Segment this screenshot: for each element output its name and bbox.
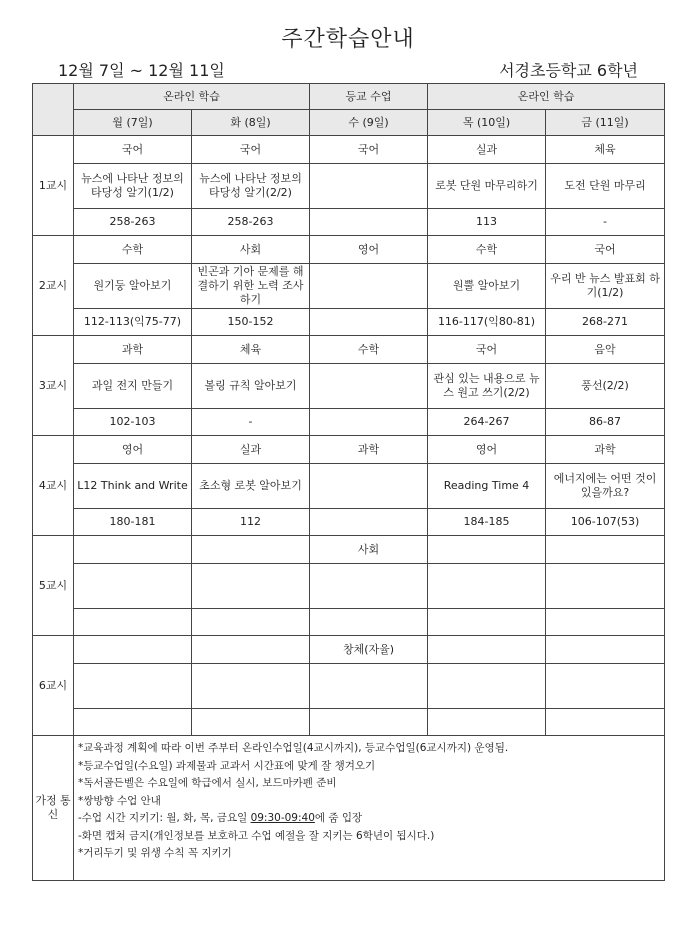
page-cell: 106-107(53)	[546, 509, 665, 536]
topic-cell: 뉴스에 나타난 정보의 타당성 알기(1/2)	[74, 164, 192, 209]
topic-cell	[546, 664, 665, 709]
subject-cell: 과학	[546, 436, 665, 464]
period-1-subject-row	[33, 136, 665, 164]
notice-label: 가정 통신	[33, 736, 74, 881]
period-6-page-row	[33, 709, 665, 736]
page-cell: 184-185	[428, 509, 546, 536]
topic-cell	[428, 664, 546, 709]
topic-cell	[310, 264, 428, 309]
period-6-subject-row	[33, 636, 665, 664]
topic-cell: 뉴스에 나타난 정보의 타당성 알기(2/2)	[192, 164, 310, 209]
day-header-fri: 금 (11일)	[546, 110, 665, 136]
notice-line: -화면 캡쳐 금지(개인정보를 보호하고 수업 예절을 잘 지키는 6학년이 됩시다.)	[78, 829, 435, 842]
subject-cell: 사회	[192, 236, 310, 264]
topic-cell: 도전 단원 마무리	[546, 164, 665, 209]
page-cell: 268-271	[546, 309, 665, 336]
notice-content	[74, 736, 665, 881]
period-5-subject-row	[33, 536, 665, 564]
page-cell: 258-263	[74, 209, 192, 236]
notice-line: *거리두기 및 위생 수칙 꼭 지키기	[78, 847, 232, 859]
notice-line: *등교수업일(수요일) 과제물과 교과서 시간표에 맞게 잘 챙겨오기	[78, 759, 376, 772]
subject-cell: 영어	[74, 436, 192, 464]
notice-line-time: -수업 시간 지키기: 월, 화, 목, 금요일 09:30-09:40에 줌 입장	[78, 812, 363, 824]
period-4-page-row	[33, 509, 665, 536]
page-cell	[310, 509, 428, 536]
subject-cell	[192, 636, 310, 664]
subject-cell: 영어	[428, 436, 546, 464]
page-cell	[192, 609, 310, 636]
day-header-thu: 목 (10일)	[428, 110, 546, 136]
topic-cell	[74, 664, 192, 709]
period-3-subject-row	[33, 336, 665, 364]
topic-cell: 우리 반 뉴스 발표회 하기(1/2)	[546, 264, 665, 309]
subject-cell	[546, 536, 665, 564]
timetable-body	[33, 136, 665, 736]
subject-cell	[428, 636, 546, 664]
page-cell	[546, 609, 665, 636]
page-cell	[310, 209, 428, 236]
period-5-page-row	[33, 609, 665, 636]
school-grade: 서경초등학교 6학년	[499, 61, 638, 80]
notice-line: *독서골든벨은 수요일에 학급에서 실시, 보드마카펜 준비	[78, 777, 337, 789]
topic-cell: 볼링 규칙 알아보기	[192, 364, 310, 409]
subject-cell: 국어	[428, 336, 546, 364]
page-cell: 102-103	[74, 409, 192, 436]
period-3-topic-row	[33, 364, 665, 409]
subject-cell: 실과	[192, 436, 310, 464]
period-4-topic-row	[33, 464, 665, 509]
topic-cell: 로봇 단원 마무리하기	[428, 164, 546, 209]
period-label: 4교시	[33, 436, 74, 536]
date-range: 12월 7일 ~ 12월 11일	[58, 61, 225, 80]
page-cell: -	[192, 409, 310, 436]
period-label: 1교시	[33, 136, 74, 236]
period-1-topic-row	[33, 164, 665, 209]
class-time: 09:30-09:40	[250, 812, 315, 824]
notice-line: *교육과정 계획에 따라 이번 주부터 온라인수업일(4교시까지), 등교수업일(6교시까지) 운영됨.	[78, 742, 509, 754]
subject-cell: 사회	[310, 536, 428, 564]
weekly-timetable	[32, 83, 665, 881]
subject-cell: 과학	[310, 436, 428, 464]
topic-cell: Reading Time 4	[428, 464, 546, 509]
page-cell: 113	[428, 209, 546, 236]
topic-cell: 원기둥 알아보기	[74, 264, 192, 309]
topic-cell: L12 Think and Write	[74, 464, 192, 509]
subject-cell: 국어	[546, 236, 665, 264]
page-cell: 180-181	[74, 509, 192, 536]
period-5-topic-row	[33, 564, 665, 609]
subject-cell	[74, 536, 192, 564]
topic-cell: 풍선(2/2)	[546, 364, 665, 409]
page-cell: 258-263	[192, 209, 310, 236]
subject-cell	[192, 536, 310, 564]
topic-cell	[428, 564, 546, 609]
page-cell	[310, 309, 428, 336]
subject-cell: 체육	[192, 336, 310, 364]
topic-cell	[310, 664, 428, 709]
topic-cell	[310, 364, 428, 409]
day-header-tue: 화 (8일)	[192, 110, 310, 136]
subject-cell: 수학	[74, 236, 192, 264]
period-label: 5교시	[33, 536, 74, 636]
topic-cell	[192, 564, 310, 609]
group-header-online: 온라인 학습	[428, 84, 665, 110]
topic-cell	[74, 564, 192, 609]
page-cell	[74, 609, 192, 636]
topic-cell: 초소형 로봇 알아보기	[192, 464, 310, 509]
group-header-inperson: 등교 수업	[310, 84, 428, 110]
page-cell	[428, 709, 546, 736]
page-cell	[192, 709, 310, 736]
subject-cell: 체육	[546, 136, 665, 164]
page-cell: 150-152	[192, 309, 310, 336]
page-title: 주간학습안내	[281, 27, 415, 52]
page-cell	[310, 409, 428, 436]
page-cell	[546, 709, 665, 736]
subject-cell: 수학	[310, 336, 428, 364]
topic-cell: 에너지에는 어떤 것이 있을까요?	[546, 464, 665, 509]
subject-cell: 국어	[192, 136, 310, 164]
topic-cell: 원뿔 알아보기	[428, 264, 546, 309]
period-4-subject-row	[33, 436, 665, 464]
topic-cell	[310, 564, 428, 609]
subject-cell: 국어	[310, 136, 428, 164]
subject-cell	[546, 636, 665, 664]
subject-cell: 창체(자율)	[310, 636, 428, 664]
subject-cell	[428, 536, 546, 564]
page-cell: 112	[192, 509, 310, 536]
period-label: 6교시	[33, 636, 74, 736]
period-6-topic-row	[33, 664, 665, 709]
subject-cell: 실과	[428, 136, 546, 164]
period-2-subject-row	[33, 236, 665, 264]
topic-cell	[310, 164, 428, 209]
notice-line: *쌍방향 수업 안내	[78, 794, 161, 807]
topic-cell: 빈곤과 기아 문제를 해결하기 위한 노력 조사하기	[192, 264, 310, 309]
page-cell	[74, 709, 192, 736]
period-3-page-row	[33, 409, 665, 436]
page-cell: 112-113(익75-77)	[74, 309, 192, 336]
page-cell: 86-87	[546, 409, 665, 436]
topic-cell	[192, 664, 310, 709]
subject-cell: 수학	[428, 236, 546, 264]
day-header-wed: 수 (9일)	[310, 110, 428, 136]
page-cell: -	[546, 209, 665, 236]
page-cell: 116-117(익80-81)	[428, 309, 546, 336]
period-label: 2교시	[33, 236, 74, 336]
topic-cell: 관심 있는 내용으로 뉴스 원고 쓰기(2/2)	[428, 364, 546, 409]
subject-cell: 음악	[546, 336, 665, 364]
period-2-topic-row	[33, 264, 665, 309]
day-header-mon: 월 (7일)	[74, 110, 192, 136]
topic-cell: 과일 전지 만들기	[74, 364, 192, 409]
subject-cell	[74, 636, 192, 664]
topic-cell	[310, 464, 428, 509]
period-1-page-row	[33, 209, 665, 236]
topic-cell	[546, 564, 665, 609]
group-header-online: 온라인 학습	[74, 84, 310, 110]
subject-cell: 국어	[74, 136, 192, 164]
page-cell	[428, 609, 546, 636]
subject-cell: 영어	[310, 236, 428, 264]
page-cell: 264-267	[428, 409, 546, 436]
corner-cell	[33, 84, 74, 136]
page-cell	[310, 709, 428, 736]
period-label: 3교시	[33, 336, 74, 436]
subject-cell: 과학	[74, 336, 192, 364]
page-cell	[310, 609, 428, 636]
period-2-page-row	[33, 309, 665, 336]
